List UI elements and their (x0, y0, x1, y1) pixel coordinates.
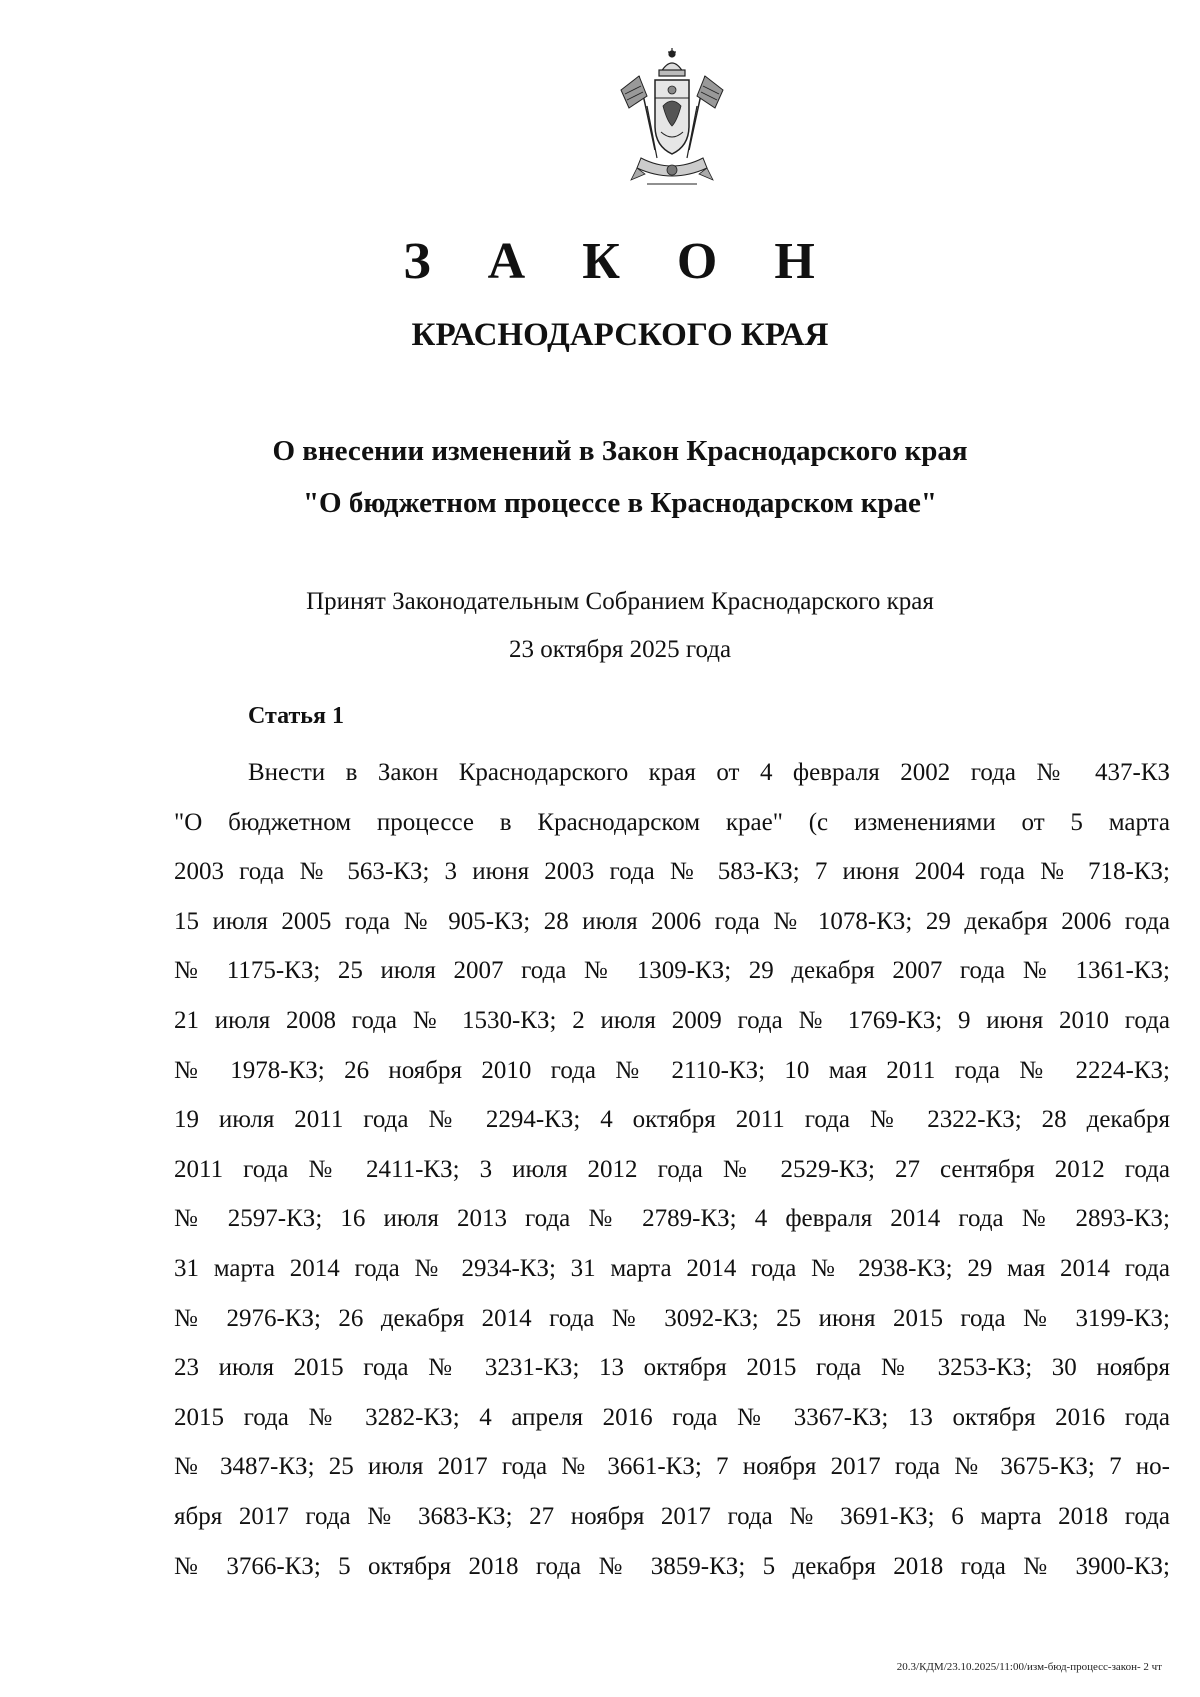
article-line: 2011 года № 2411-КЗ; 3 июля 2012 года № 2529-КЗ; 27 сентября 2012 года (174, 1155, 1170, 1183)
article-line: № 1978-КЗ; 26 ноября 2010 года № 2110-КЗ; 10 мая 2011 года № 2224-КЗ; (174, 1056, 1170, 1084)
article-line: 21 июля 2008 года № 1530-КЗ; 2 июля 2009 года № 1769-КЗ; 9 июня 2010 года (174, 1006, 1170, 1034)
article-line: 19 июля 2011 года № 2294-КЗ; 4 октября 2011 года № 2322-КЗ; 28 декабря (174, 1106, 1170, 1134)
coat-of-arms-icon (617, 46, 727, 196)
article-line: № 3487-КЗ; 25 июля 2017 года № 3661-КЗ; 7 ноября 2017 года № 3675-КЗ; 7 но- (174, 1453, 1170, 1481)
article-body (174, 748, 1170, 1591)
article-line: 2015 года № 3282-КЗ; 4 апреля 2016 года № 3367-КЗ; 13 октября 2016 года (174, 1403, 1170, 1431)
adoption-body: Принят Законодательным Собранием Краснодарского края (306, 588, 934, 615)
law-subject-line: О внесении изменений в Закон Краснодарского края (272, 435, 968, 467)
law-subject-line: "О бюджетном процессе в Краснодарском крае" (302, 487, 938, 519)
adoption-date: 23 октября 2025 года (508, 636, 732, 663)
article-line: № 2976-КЗ; 26 декабря 2014 года № 3092-КЗ; 25 июня 2015 года № 3199-КЗ; (174, 1304, 1170, 1332)
article-line: № 2597-КЗ; 16 июля 2013 года № 2789-КЗ; 4 февраля 2014 года № 2893-КЗ; (174, 1205, 1170, 1233)
article-heading: Статья 1 (248, 703, 344, 729)
article-line: Внести в Закон Краснодарского края от 4 февраля 2002 года № 437-КЗ (248, 759, 1170, 786)
document-footer-code: 20.3/КДМ/23.10.2025/11:00/изм-бюд-процесс-закон- 2 чт (896, 1661, 1162, 1673)
article-line: № 3766-КЗ; 5 октября 2018 года № 3859-КЗ; 5 декабря 2018 года № 3900-КЗ; (174, 1552, 1170, 1580)
law-title: З А К О Н (403, 233, 837, 290)
article-line: 2003 года № 563-КЗ; 3 июня 2003 года № 583-КЗ; 7 июня 2004 года № 718-КЗ; (174, 858, 1170, 886)
article-line: "О бюджетном процессе в Краснодарском крае" (с изменениями от 5 марта (174, 808, 1170, 836)
law-subject (0, 425, 1200, 529)
article-line: 15 июля 2005 года № 905-КЗ; 28 июля 2006 года № 1078-КЗ; 29 декабря 2006 года (174, 907, 1170, 935)
adoption-note (0, 578, 1200, 674)
article-line: 23 июля 2015 года № 3231-КЗ; 13 октября 2015 года № 3253-КЗ; 30 ноября (174, 1354, 1170, 1382)
law-region: КРАСНОДАРСКОГО КРАЯ (411, 317, 829, 353)
article-line: № 1175-КЗ; 25 июля 2007 года № 1309-КЗ; 29 декабря 2007 года № 1361-КЗ; (174, 957, 1170, 985)
article-line: ября 2017 года № 3683-КЗ; 27 ноября 2017 года № 3691-КЗ; 6 марта 2018 года (174, 1502, 1170, 1530)
article-line: 31 марта 2014 года № 2934-КЗ; 31 марта 2014 года № 2938-КЗ; 29 мая 2014 года (174, 1254, 1170, 1282)
